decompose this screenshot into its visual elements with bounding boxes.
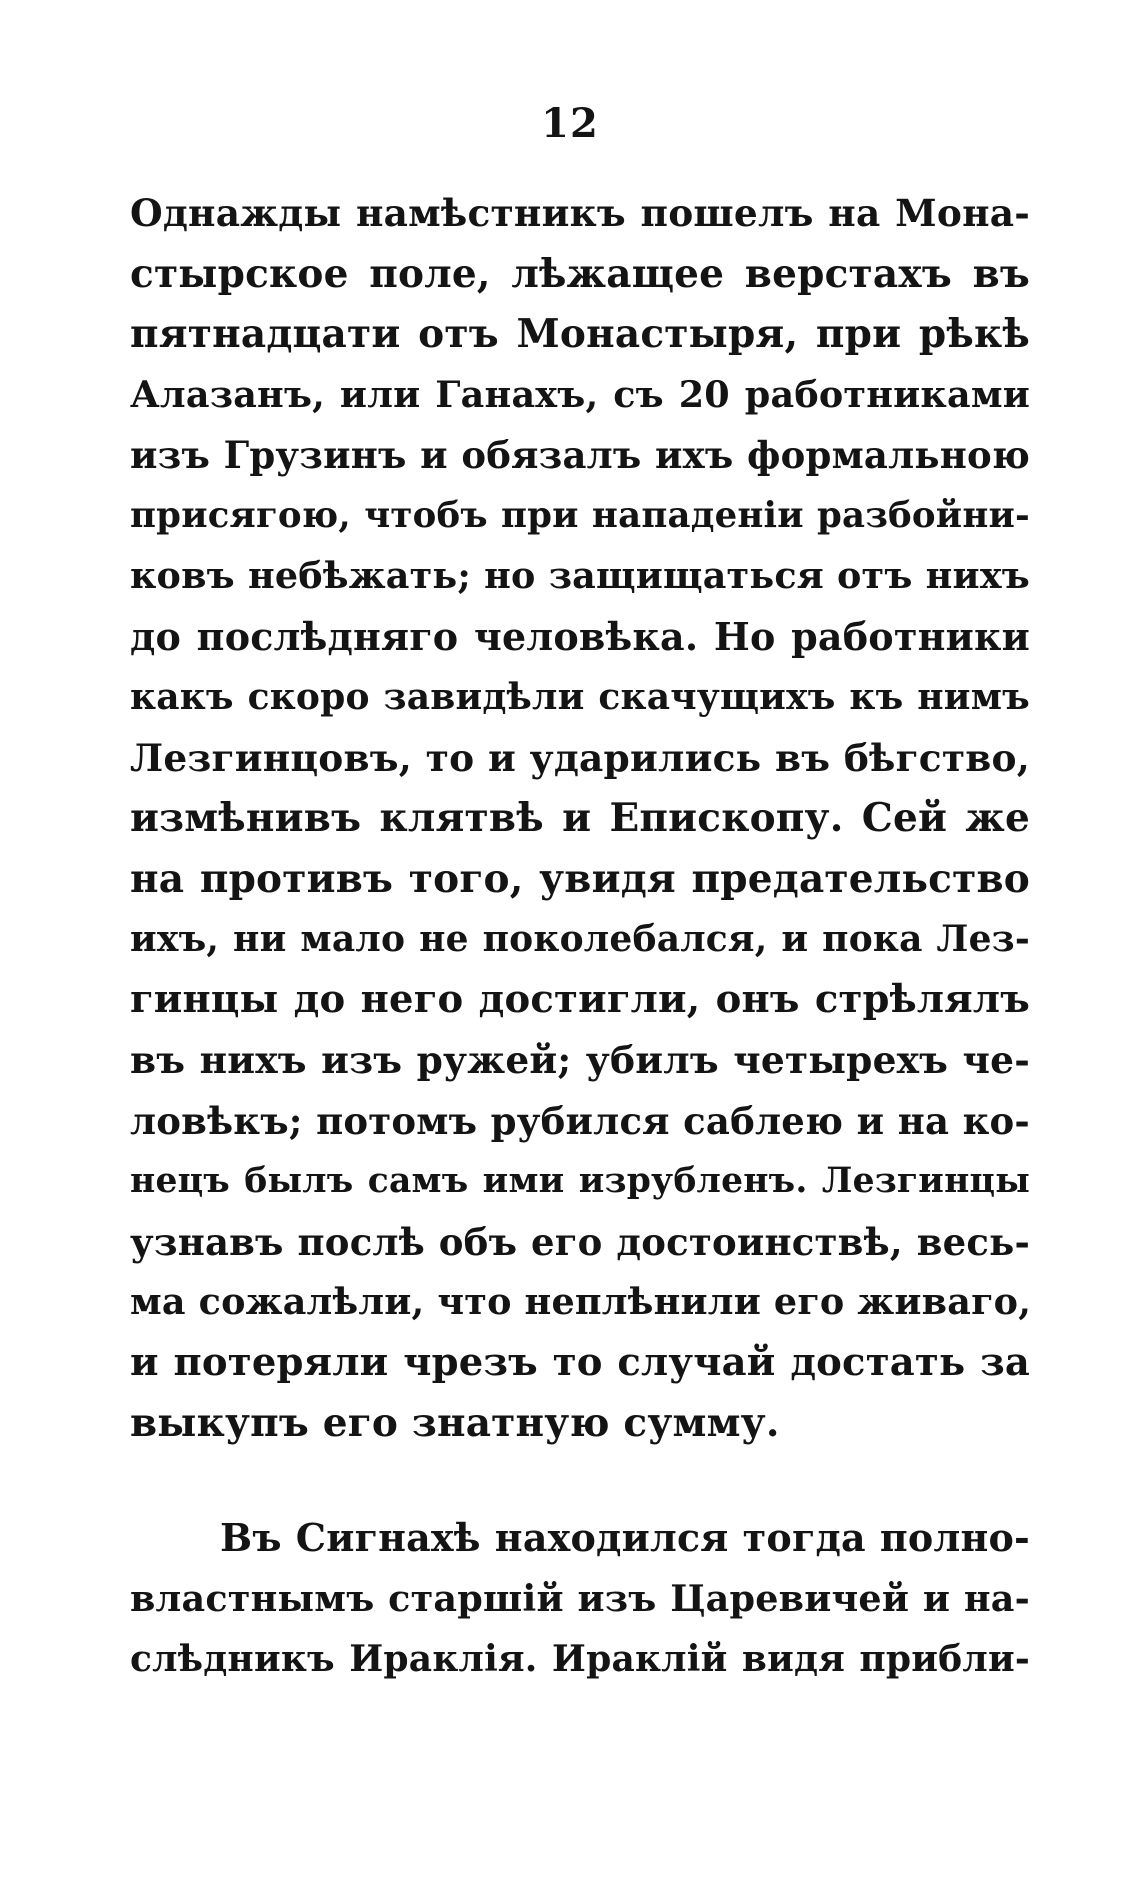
text-line: гинцы до него достигли, онъ стрѣлялъ	[130, 976, 1030, 1022]
text-line: до послѣдняго человѣка. Но работники	[130, 613, 1030, 659]
text-line: какъ скоро завидѣли скачущихъ къ нимъ	[130, 676, 1030, 718]
text-line: ма сожалѣли, что неплѣнили его живаго,	[130, 1280, 1032, 1323]
text-line: нецъ былъ самъ ими изрубленъ. Лезгинцы	[130, 1161, 1030, 1201]
paragraph-2	[130, 1508, 1030, 1690]
text-line: измѣнивъ клятвѣ и Епископу. Сей же	[130, 795, 1030, 841]
text-line: узнавъ послѣ объ его достоинствѣ, весь-	[130, 1219, 1030, 1264]
text-line: ковъ небѣжать; но защищаться отъ нихъ	[130, 554, 1030, 597]
text-line: на противъ того, увидя предательство	[130, 855, 1030, 902]
text-line: Лезгинцовъ, то и ударились въ бѣгство,	[130, 735, 1030, 780]
page-number: 12	[541, 100, 599, 147]
text-line: Однажды намѣстникъ пошелъ на Мона-	[130, 191, 1030, 235]
text-line: ловѣкъ; потомъ рубился саблею и на ко-	[130, 1098, 1030, 1143]
text-line: присягою, чтобъ при нападенiи разбойни-	[130, 494, 1030, 536]
text-line: изъ Грузинъ и обязалъ ихъ формальною	[130, 433, 1030, 477]
text-line: выкупъ его знатную сумму.	[130, 1400, 780, 1446]
paragraph-1	[130, 183, 1030, 1454]
text-line: въ нихъ изъ ружей; убилъ четырехъ че-	[130, 1038, 1030, 1082]
text-line: и потеряли чрезъ то случай достать за	[130, 1339, 1030, 1385]
text-line: ихъ, ни мало не поколебался, и пока Лез-	[130, 918, 1030, 960]
text-line: стырское поле, лѣжащее верстахъ въ	[130, 250, 1030, 297]
text-line: пятнадцати отъ Монастыря, при рѣкѣ	[130, 311, 1030, 357]
text-line: Въ Сигнахѣ находился тогда полно-	[220, 1515, 1030, 1560]
text-line: властнымъ старшiй изъ Царевичей и на-	[130, 1576, 1030, 1620]
text-line: слѣдникъ Ираклiя. Ираклiй видя прибли-	[130, 1638, 1030, 1680]
text-line: Алазанъ, или Ганахъ, съ 20 работниками	[130, 372, 1030, 416]
